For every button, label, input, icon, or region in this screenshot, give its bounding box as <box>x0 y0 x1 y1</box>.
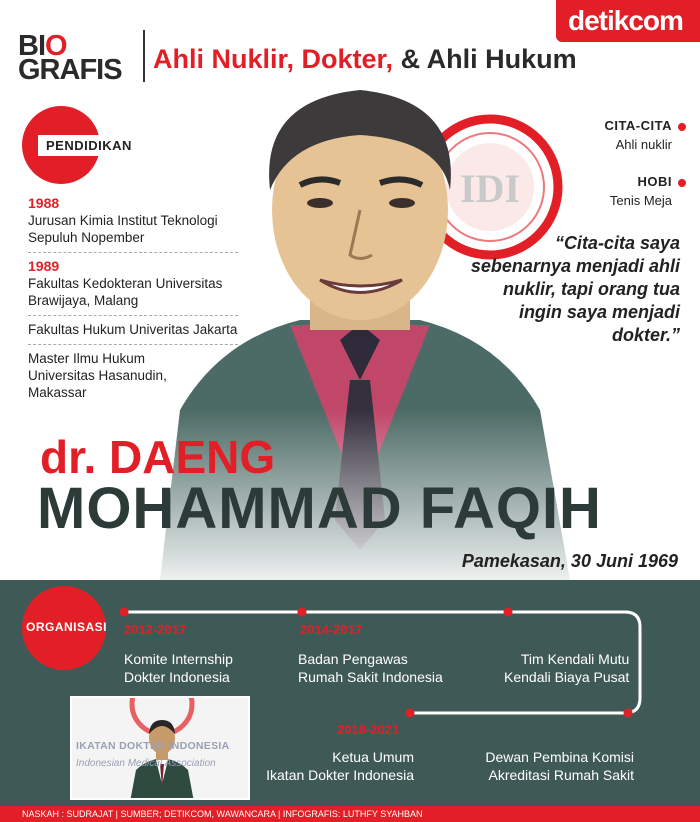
org-item: Tim Kendali Mutu Kendali Biaya Pusat <box>504 651 630 685</box>
education-entry: 1989 Fakultas Kedokteran Universitas Brawijaya, Malang <box>28 258 223 308</box>
timeline-dot <box>406 709 415 718</box>
detikcom-brand: detikcom <box>556 0 700 42</box>
education-list <box>28 195 238 401</box>
quote-text: “Cita-cita saya sebenarnya menjadi ahli nuklir, tapi orang tua ingin saya menjadi dokter.” <box>470 233 680 345</box>
bullet-dot-icon <box>678 123 686 131</box>
timeline-dot <box>504 608 513 617</box>
name-main: MOHAMMAD FAQIH <box>37 476 602 541</box>
timeline-dot <box>624 709 633 718</box>
education-entry: 1988 Jurusan Kimia Institut Teknologi Sepuluh Nopember <box>28 195 218 245</box>
education-badge-label: PENDIDIKAN <box>38 135 140 156</box>
aspiration-block: CITA-CITA Ahli nuklir <box>604 118 686 152</box>
org-item: Dewan Pembina Komisi Akreditasi Rumah Sakit <box>485 749 634 783</box>
name-prefix: dr. DAENG <box>40 431 276 483</box>
bullet-dot-icon <box>678 179 686 187</box>
organization-badge-label: ORGANISASI <box>26 620 108 634</box>
header-divider <box>143 30 145 82</box>
org-item: Ketua Umum Ikatan Dokter Indonesia <box>266 749 414 783</box>
photo-banner-title: IKATAN DOKTER INDONESIA <box>76 740 230 752</box>
org-item: Komite Internship Dokter Indonesia <box>124 651 233 685</box>
education-entry: Master Ilmu Hukum Universitas Hasanudin, Makassar <box>28 351 167 400</box>
photo-banner-subtitle: Indonesian Medical Association <box>76 758 216 769</box>
page-title: Ahli Nuklir, Dokter, & Ahli Hukum <box>153 44 577 74</box>
birth-info: Pamekasan, 30 Juni 1969 <box>461 551 678 571</box>
org-year: 2014-2017 <box>300 622 363 637</box>
event-photo <box>70 696 250 800</box>
footer-credits: NASKAH : SUDRAJAT | SUMBER; DETIKCOM, WAWANCARA | INFOGRAFIS: LUTHFY SYAHBAN <box>0 806 700 822</box>
timeline-dot <box>298 608 307 617</box>
org-year: 2012-2017 <box>124 622 187 637</box>
emblem-text: IDI <box>459 166 521 211</box>
biografis-logo: BIO GRAFIS <box>18 30 122 86</box>
timeline-dot <box>120 608 129 617</box>
org-item: Badan Pengawas Rumah Sakit Indonesia <box>298 651 443 685</box>
hobby-block: HOBI Tenis Meja <box>610 174 686 208</box>
education-entry: Fakultas Hukum Univeritas Jakarta <box>28 322 238 337</box>
org-year: 2018-2021 <box>337 722 400 737</box>
